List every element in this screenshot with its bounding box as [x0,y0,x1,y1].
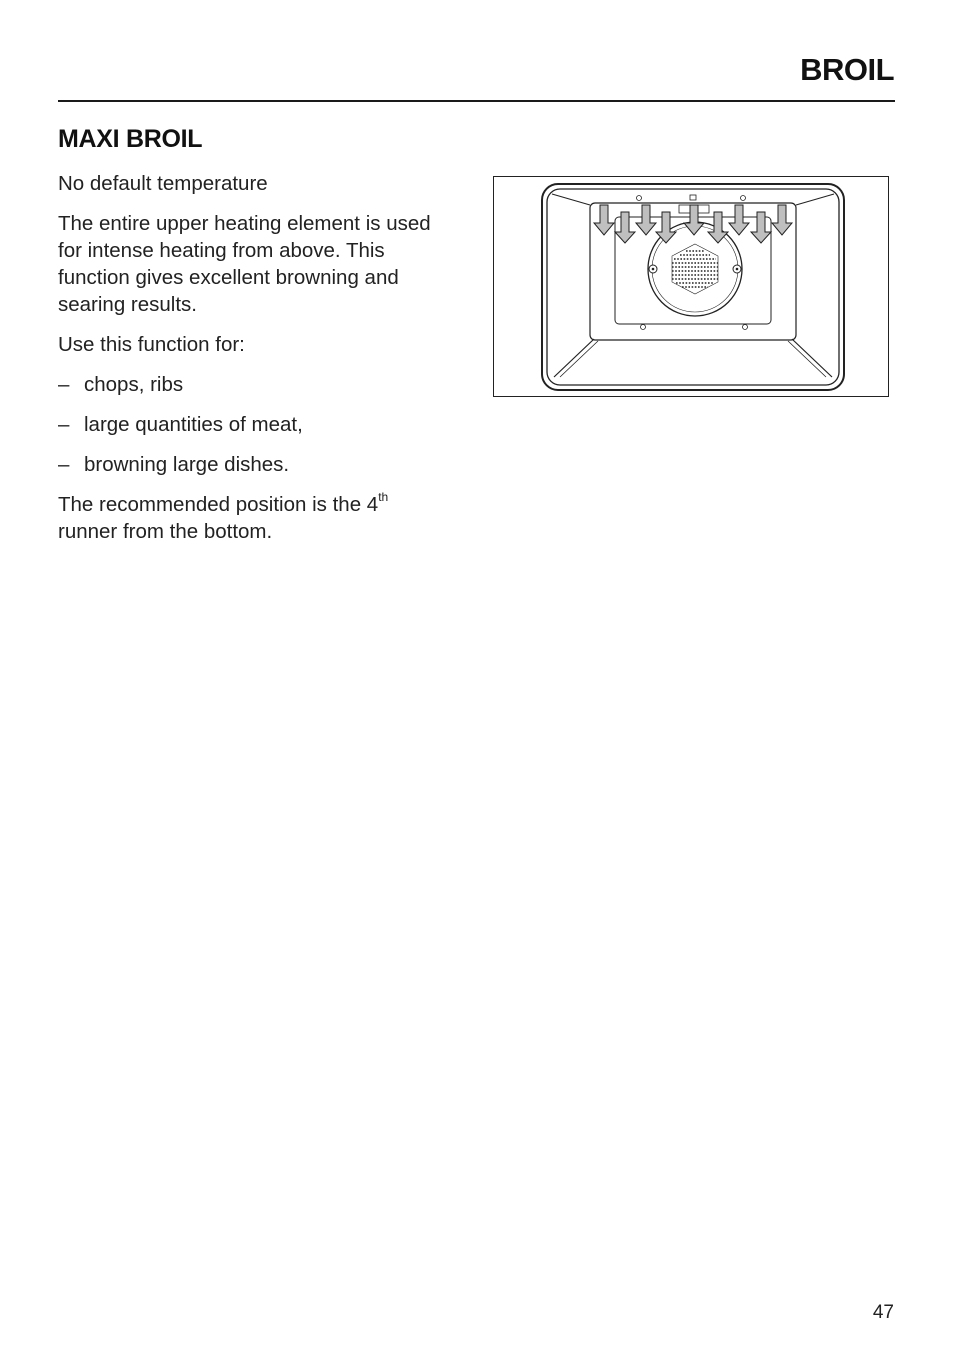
oven-interior-maxi-broil-icon [494,177,887,395]
section-title: MAXI BROIL [58,125,203,153]
page-number: 47 [872,1302,894,1323]
list-dash: – [58,413,70,436]
use-intro-text: Use this function for: [58,333,245,356]
oven-figure [493,176,889,397]
list-item [58,411,458,438]
uses-list [58,371,458,478]
description-text: The entire upper heating element is used for intense heating from above. This function gives excellent browning and searing results. [58,212,431,316]
list-item-text: browning large dishes. [84,453,290,476]
position-text-start: The recommended position is the 4 [58,493,379,516]
position-text-end: runner from the bottom. [58,520,273,543]
text-column [58,170,458,558]
header-divider [58,100,895,102]
list-item-text: chops, ribs [84,373,184,396]
list-dash: – [58,453,70,476]
list-item-text: large quantities of meat, [84,413,303,436]
position-superscript: th [378,490,389,505]
list-item [58,371,458,398]
position-text [58,491,458,545]
page-header-title: BROIL [800,52,894,87]
intro-text: No default temperature [58,172,268,195]
list-dash: – [58,373,70,396]
list-item [58,451,458,478]
